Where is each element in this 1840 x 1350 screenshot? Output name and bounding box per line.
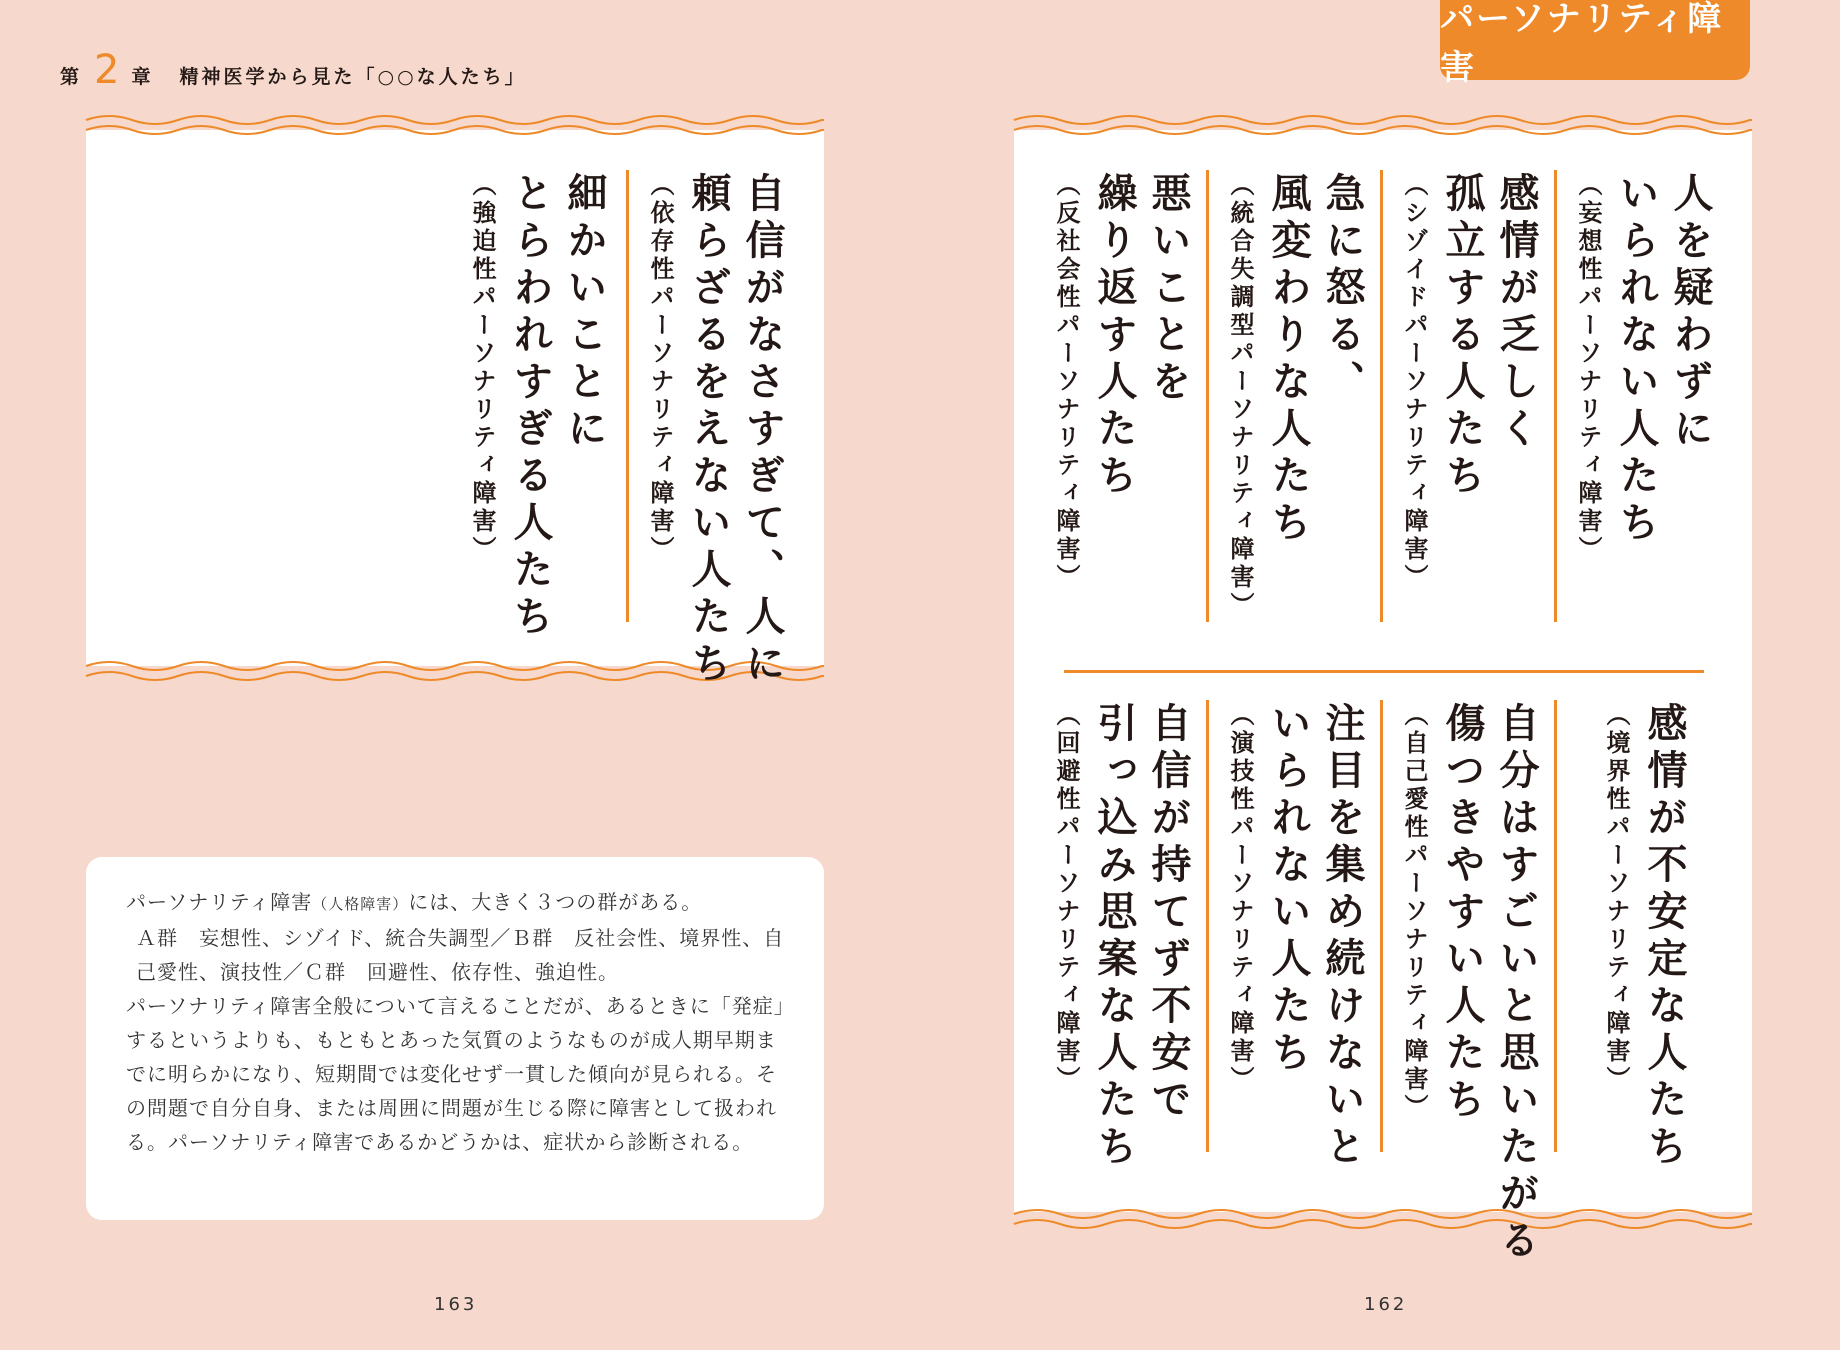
- left-panel: [86, 130, 824, 689]
- avoidant-subtitle: （回避性パーソナリティ障害）: [1052, 702, 1080, 1094]
- borderline-subtitle: （境界性パーソナリティ障害）: [1602, 702, 1630, 1094]
- chapter-title: 精神医学から見た「○○な人たち」: [179, 66, 527, 88]
- schizoid-title-1: 感情が乏しく: [1493, 172, 1539, 454]
- chapter-suffix: 章: [131, 66, 154, 88]
- paranoid-title-2: いられない人たち: [1613, 172, 1659, 548]
- note-term-alias: （人格障害）: [312, 895, 409, 913]
- note-box: [86, 857, 824, 1220]
- divider: [1554, 700, 1557, 1152]
- divider: [1380, 700, 1383, 1152]
- ocpd-title-2: とらわれすぎる人たち: [507, 172, 553, 642]
- ocpd-title-1: 細かいことに: [561, 172, 607, 454]
- divider: [1206, 170, 1209, 622]
- narcissistic-subtitle: （自己愛性パーソナリティ障害）: [1400, 702, 1428, 1122]
- dependent-subtitle: （依存性パーソナリティ障害）: [646, 172, 674, 564]
- schizoid-title-2: 孤立する人たち: [1439, 172, 1485, 501]
- antisocial-title-1: 悪いことを: [1145, 172, 1191, 407]
- histrionic-subtitle: （演技性パーソナリティ障害）: [1226, 702, 1254, 1094]
- wave-border-top: [1014, 112, 1752, 138]
- divider: [1380, 170, 1383, 622]
- dependent-title-2: 頼らざるをえない人たち: [685, 172, 731, 689]
- wave-border-top: [86, 112, 824, 138]
- note-body: パーソナリティ障害全般について言えることだが、あるときに「発症」するというよりも、もともとあった気質のようなものが成人期早期までに明らかになり、短期間では変化せず一貫した傾向が見られる。その問題で自分自身、または周囲に問題が生じる際に障害として扱われる。パーソナリティ障害であるかどうかは、症状から診断される。: [126, 994, 785, 1154]
- narcissistic-title-2: 傷つきやすい人たち: [1439, 702, 1485, 1125]
- antisocial-subtitle: （反社会性パーソナリティ障害）: [1052, 172, 1080, 592]
- row-divider: [1064, 670, 1704, 673]
- antisocial-title-2: 繰り返す人たち: [1091, 172, 1137, 501]
- avoidant-title-1: 自信が持てず不安で: [1145, 702, 1191, 1125]
- wave-border-bottom: [1014, 1206, 1752, 1232]
- section-tab: パーソナリティ障害: [1440, 0, 1750, 80]
- divider: [1554, 170, 1557, 622]
- right-panel: [1014, 130, 1752, 1266]
- schizotypal-title-2: 風変わりな人たち: [1265, 172, 1311, 548]
- chapter-prefix: 第: [60, 66, 83, 88]
- ocpd-subtitle: （強迫性パーソナリティ障害）: [468, 172, 496, 564]
- divider: [1206, 700, 1209, 1152]
- schizotypal-subtitle: （統合失調型パーソナリティ障害）: [1226, 172, 1254, 620]
- chapter-number: 2: [94, 47, 120, 93]
- note-groups: Ａ群 妄想性、シゾイド、統合失調型／Ｂ群 反社会性、境界性、自己愛性、演技性／Ｃ群 回避性、依存性、強迫性。: [136, 926, 785, 984]
- schizotypal-title-1: 急に怒る、: [1319, 172, 1365, 407]
- divider: [626, 170, 629, 622]
- avoidant-title-2: 引っ込み思案な人たち: [1091, 702, 1137, 1172]
- borderline-title-1: 感情が不安定な人たち: [1641, 702, 1687, 1172]
- paranoid-subtitle: （妄想性パーソナリティ障害）: [1574, 172, 1602, 564]
- dependent-title-1: 自信がなさすぎて、人に: [739, 172, 785, 689]
- note-text: [126, 885, 786, 1159]
- page-number-left: 163: [434, 1294, 478, 1315]
- note-line-1: [126, 885, 786, 921]
- histrionic-title-2: いられない人たち: [1265, 702, 1311, 1078]
- chapter-header: [60, 47, 527, 93]
- narcissistic-title-1: 自分はすごいと思いたがる: [1493, 702, 1539, 1266]
- paranoid-title-1: 人を疑わずに: [1667, 172, 1713, 454]
- page-number-right: 162: [1364, 1294, 1408, 1315]
- histrionic-title-1: 注目を集め続けないと: [1319, 702, 1365, 1172]
- note-line-1-rest: には、大きく３つの群がある。: [408, 890, 703, 914]
- schizoid-subtitle: （シゾイドパーソナリティ障害）: [1400, 172, 1428, 592]
- note-term: パーソナリティ障害: [126, 890, 313, 914]
